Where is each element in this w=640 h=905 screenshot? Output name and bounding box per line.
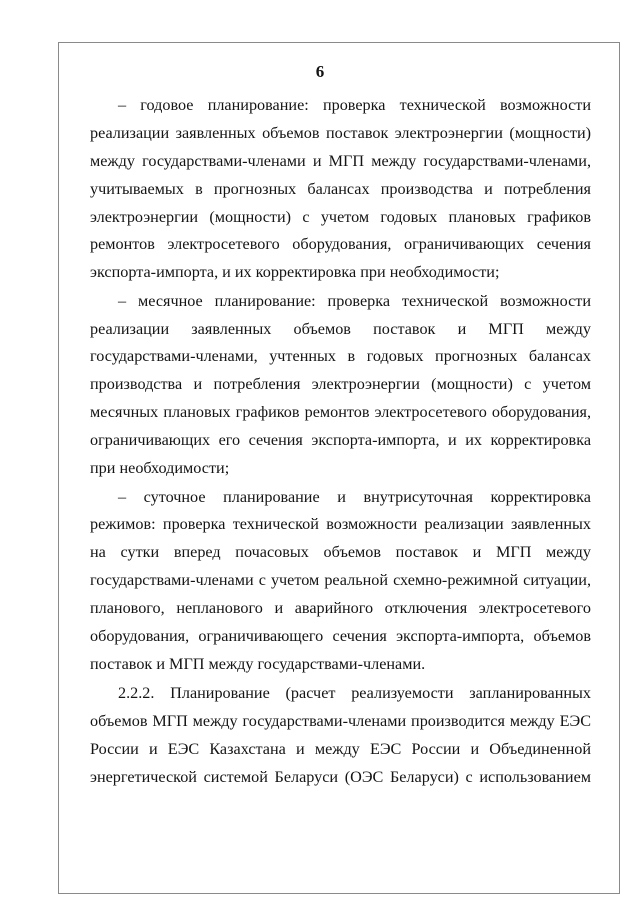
text-line: месячных плановых графиков ремонтов электросетевого оборудования,	[90, 403, 591, 421]
text-line: реализации заявленных объемов поставок электроэнергии (мощности)	[90, 124, 591, 142]
text-line: режимов: проверка технической возможности реализации заявленных	[90, 515, 591, 533]
text-line: производства и потребления электроэнергии (мощности) с учетом	[90, 375, 591, 393]
text-line: объемов МГП между государствами-членами производится между ЕЭС	[90, 712, 591, 730]
text-line: России и ЕЭС Казахстана и между ЕЭС России и Объединенной	[90, 740, 591, 758]
text-line: на сутки вперед почасовых объемов поставок и МГП между	[90, 543, 591, 561]
text-line: поставок и МГП между государствами-членами.	[90, 655, 426, 673]
text-line: экспорта-импорта, и их корректировка при необходимости;	[90, 263, 500, 281]
text-line: электроэнергии (мощности) с учетом годовых плановых графиков	[90, 208, 591, 226]
text-line: ремонтов электросетевого оборудования, ограничивающих сечения	[90, 235, 591, 253]
text-line: – суточное планирование и внутрисуточная корректировка	[118, 488, 591, 506]
text-line: государствами-членами, учтенных в годовых прогнозных балансах	[90, 347, 591, 365]
text-line: государствами-членами с учетом реальной схемно-режимной ситуации,	[90, 571, 591, 589]
text-line: оборудования, ограничивающего сечения экспорта-импорта, объемов	[90, 627, 591, 645]
text-line: ограничивающих его сечения экспорта-импорта, и их корректировка	[90, 431, 591, 449]
text-line: реализации заявленных объемов поставок и МГП между	[90, 320, 591, 338]
text-line: – месячное планирование: проверка технической возможности	[118, 292, 591, 310]
text-line: между государствами-членами и МГП между государствами-членами,	[90, 152, 591, 170]
page-number: 6	[315, 62, 325, 81]
text-line: учитываемых в прогнозных балансах производства и потребления	[90, 180, 591, 198]
text-line: при необходимости;	[90, 459, 230, 477]
text-line: планового, непланового и аварийного отключения электросетевого	[90, 599, 591, 617]
text-line: энергетической системой Беларуси (ОЭС Беларуси) с использованием	[90, 768, 591, 786]
text-line: – годовое планирование: проверка технической возможности	[118, 96, 591, 114]
text-line: 2.2.2. Планирование (расчет реализуемости запланированных	[118, 684, 591, 702]
